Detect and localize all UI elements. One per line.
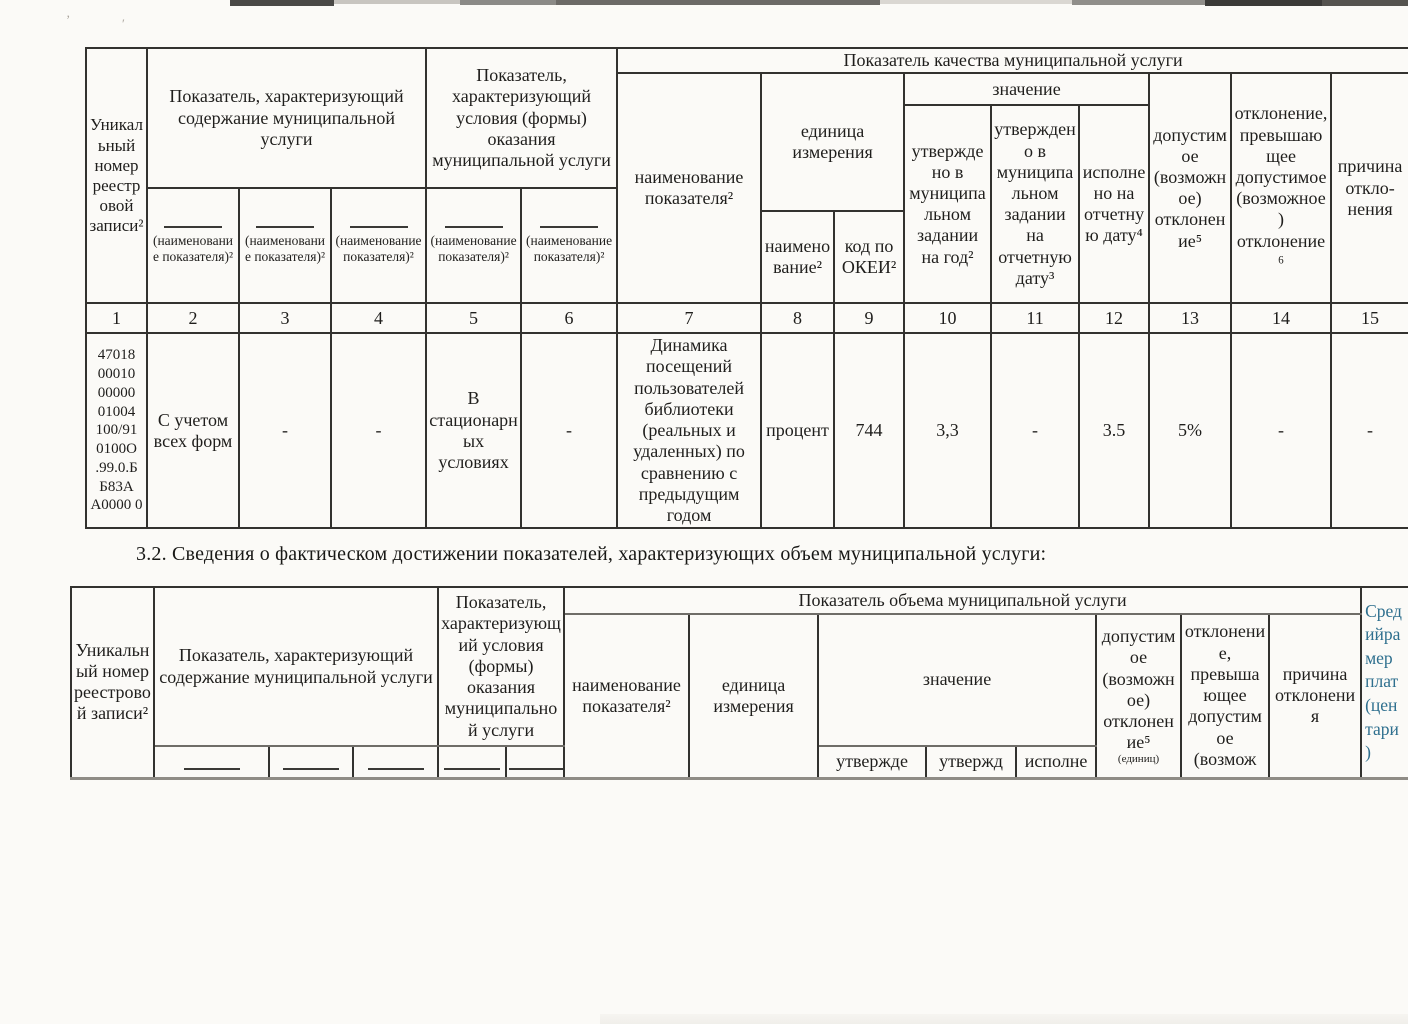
value-group-header: значение bbox=[904, 73, 1149, 105]
condition-indicator-2-value: - bbox=[521, 333, 617, 528]
numbering-cell: 6 bbox=[521, 303, 617, 333]
numbering-cell: 8 bbox=[761, 303, 834, 333]
quality-indicators-table bbox=[85, 47, 1408, 529]
scan-edge-artifact bbox=[1205, 0, 1322, 6]
exceeding-deviation-header: отклонение, превышающее допустимое (возможное) отклонение⁶ bbox=[1231, 73, 1331, 303]
numbering-cell: 7 bbox=[617, 303, 761, 333]
blank-line bbox=[540, 226, 598, 228]
deviation-reason-header: причина отклонения bbox=[1269, 614, 1361, 778]
sub-name-label: (наименование показателя)² bbox=[244, 233, 326, 265]
blank-line bbox=[350, 226, 408, 228]
volume-indicators-table bbox=[70, 586, 1408, 780]
scan-edge-artifact bbox=[1322, 0, 1408, 6]
executed-date-header: исполнено на отчетную дату⁴ bbox=[1079, 105, 1149, 303]
approved-date-header: утверждено в муниципальном задании на отчетную дату³ bbox=[991, 105, 1079, 303]
sub-name-cell bbox=[147, 188, 239, 303]
content-indicator-2-value: - bbox=[239, 333, 331, 528]
scan-speck: ’ bbox=[66, 12, 71, 27]
content-group-header: Показатель, характеризующий содержание муниципальной услуги bbox=[154, 587, 438, 746]
indicator-name-header: наименование показателя² bbox=[564, 614, 689, 778]
registry-number-header: Уникальный номер реестровой записи² bbox=[71, 587, 154, 778]
unit-group-header: единица измерения bbox=[761, 73, 904, 211]
blank-line bbox=[164, 226, 222, 228]
blank-line bbox=[445, 226, 503, 228]
scan-edge-artifact bbox=[556, 0, 880, 5]
scan-speck: ′ bbox=[122, 16, 125, 31]
sub-name-cell bbox=[239, 188, 331, 303]
unit-group-header: единица измерения bbox=[689, 614, 818, 778]
numbering-cell: 2 bbox=[147, 303, 239, 333]
content-indicator-1-value: С учетом всех форм bbox=[147, 333, 239, 528]
allowed-deviation-note: (единиц) bbox=[1117, 753, 1160, 766]
executed-date-header: исполне bbox=[1016, 746, 1096, 778]
numbering-cell: 12 bbox=[1079, 303, 1149, 333]
sub-name-cell bbox=[521, 188, 617, 303]
exceeding-deviation-value: - bbox=[1231, 333, 1331, 528]
scan-edge-artifact bbox=[880, 0, 1072, 4]
content-group-header: Показатель, характеризующий содержание муниципальной услуги bbox=[147, 48, 426, 188]
deviation-reason-header: причина откло- нения bbox=[1331, 73, 1408, 303]
unit-name-value: процент bbox=[761, 333, 834, 528]
section-title: 3.2. Сведения о фактическом достижении показателей, характеризующих объем муниципальной услуги: bbox=[136, 543, 1047, 565]
approved-year-header: утверждено в муниципальном задании на год² bbox=[904, 105, 991, 303]
numbering-cell: 14 bbox=[1231, 303, 1331, 333]
numbering-cell: 10 bbox=[904, 303, 991, 333]
registry-number-value: 47018 00010 00000 01004 100/91 0100О .99.0.Б Б83А А0000 0 bbox=[86, 333, 147, 528]
blank-line-cell bbox=[154, 746, 269, 778]
sub-name-label: (наименование показателя)² bbox=[152, 233, 234, 265]
scan-edge-artifact bbox=[230, 0, 334, 6]
blank-line-cell bbox=[506, 746, 564, 778]
numbering-cell: 3 bbox=[239, 303, 331, 333]
blank-line-cell bbox=[353, 746, 438, 778]
blank-line bbox=[444, 754, 500, 770]
indicator-name-value: Динамика посещений пользователей библиотеки (реальных и удаленных) по сравнению с предыдущим годом bbox=[617, 333, 761, 528]
conditions-group-header: Показатель, характеризующий условия (формы) оказания муниципально й услуги bbox=[438, 587, 564, 746]
approved-date-header: утвержд bbox=[926, 746, 1016, 778]
numbering-cell: 9 bbox=[834, 303, 904, 333]
scan-edge-artifact bbox=[1072, 0, 1205, 5]
approved-year-value: 3,3 bbox=[904, 333, 991, 528]
sub-name-cell bbox=[331, 188, 426, 303]
content-indicator-3-value: - bbox=[331, 333, 426, 528]
allowed-deviation-header: допустимое (возможное) отклонение⁵ bbox=[1149, 73, 1231, 303]
scan-bottom-band bbox=[600, 1014, 1408, 1024]
sub-name-cell bbox=[426, 188, 521, 303]
indicator-name-header: наименование показателя² bbox=[617, 73, 761, 303]
conditions-group-header: Показатель, характеризующий условия (формы) оказания муниципальной услуги bbox=[426, 48, 617, 188]
condition-indicator-1-value: В стационарных условиях bbox=[426, 333, 521, 528]
numbering-cell: 13 bbox=[1149, 303, 1231, 333]
volume-group-header: Показатель объема муниципальной услуги bbox=[564, 587, 1361, 614]
blank-line bbox=[256, 226, 314, 228]
deviation-reason-value: - bbox=[1331, 333, 1408, 528]
numbering-cell: 4 bbox=[331, 303, 426, 333]
scan-edge-artifact bbox=[334, 0, 460, 4]
blank-line bbox=[184, 754, 240, 770]
unit-code-value: 744 bbox=[834, 333, 904, 528]
sub-name-label: (наименование показателя)² bbox=[525, 233, 613, 265]
numbering-cell: 15 bbox=[1331, 303, 1408, 333]
scan-edge-artifact bbox=[460, 0, 556, 5]
blank-line bbox=[283, 754, 339, 770]
exceeding-deviation-header: отклонение, превышающее допустимое (возмож bbox=[1181, 614, 1269, 778]
blank-line-cell bbox=[269, 746, 353, 778]
value-group-header: значение bbox=[818, 614, 1096, 746]
blank-line bbox=[509, 754, 564, 770]
sub-name-label: (наименование показателя)² bbox=[335, 233, 422, 265]
numbering-cell: 1 bbox=[86, 303, 147, 333]
approved-year-header: утвержде bbox=[818, 746, 926, 778]
registry-number-header: Уникальный номер реестровой записи² bbox=[86, 48, 147, 303]
allowed-deviation-value: 5% bbox=[1149, 333, 1231, 528]
numbering-cell: 5 bbox=[426, 303, 521, 333]
quality-group-header: Показатель качества муниципальной услуги bbox=[617, 48, 1408, 73]
allowed-deviation-header bbox=[1096, 614, 1181, 778]
allowed-deviation-label: допустимое (возможное) отклонение⁵ bbox=[1101, 626, 1176, 753]
unit-code-header: код по ОКЕИ² bbox=[834, 211, 904, 303]
average-fee-header: Сред ийра мер плат (цен тари ) bbox=[1361, 587, 1408, 778]
unit-name-header: наименование² bbox=[761, 211, 834, 303]
blank-line bbox=[368, 754, 424, 770]
numbering-cell: 11 bbox=[991, 303, 1079, 333]
blank-line-cell bbox=[438, 746, 506, 778]
sub-name-label: (наименование показателя)² bbox=[430, 233, 517, 265]
approved-date-value: - bbox=[991, 333, 1079, 528]
executed-value: 3.5 bbox=[1079, 333, 1149, 528]
